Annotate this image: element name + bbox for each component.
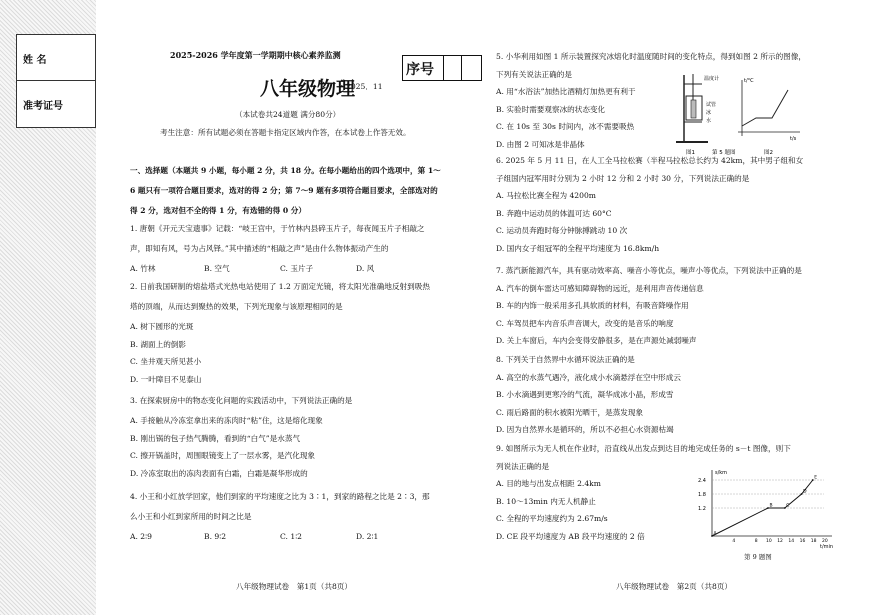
- option-choice: B. 刚出锅的包子热气腾腾，看到的“白气”是水蒸气: [130, 433, 301, 443]
- option-choice: D. 风: [356, 264, 375, 273]
- option-choice: C. 车驾员把车内音乐声音调大，改变的是音乐的响度: [496, 318, 674, 328]
- point-label: E: [814, 475, 818, 481]
- question-text: 列说法正确的是: [496, 461, 550, 471]
- subject-title: 八年级物理: [260, 78, 356, 100]
- question-text: 塔的顶端，从而达到聚热的效果，下列光现象与该原理相同的是: [130, 302, 343, 311]
- option-choice: C. 坐井观天所见甚小: [130, 357, 202, 366]
- option-choice: D. 冷冻室取出的冻肉表面有白霜，白霜是凝华形成的: [130, 468, 308, 478]
- label-ice: 冰: [706, 110, 712, 116]
- option-choice: D. 2∶1: [356, 532, 379, 541]
- x-tick-label: 10: [766, 539, 772, 544]
- x-tick-label: 12: [777, 539, 783, 544]
- student-info-box: [16, 34, 96, 128]
- option-choice: B. 9∶2: [204, 532, 227, 541]
- question-text: 子组国内冠军用时分别为 2 小时 12 分和 2 小时 30 分，下列说法正确的是: [496, 173, 750, 183]
- option-choice: C. 全程的平均速度约为 2.67m/s: [496, 514, 608, 523]
- exam-title: 2025-2026 学年度第一学期期中核心素养监测: [170, 50, 341, 60]
- option-choice: A. 竹林: [130, 264, 156, 273]
- section-heading-2: 6 题只有一项符合题目要求，选对的得 2 分；第 7～9 题有多项符合题目要求，全部选对的: [130, 186, 438, 195]
- option-choice: A. 高空的水蒸气遇冷，液化成小水滴悬浮在空中形成云: [496, 372, 681, 382]
- temperature-graph: [738, 80, 800, 136]
- option-choice: C. 运动员奔跑时每分钟脉搏跳动 10 次: [496, 226, 628, 235]
- option-choice: B. 实验时需要观察冰的状态变化: [496, 104, 606, 114]
- apparatus-diagram: [676, 74, 708, 142]
- option-choice: B. 空气: [204, 264, 230, 273]
- option-choice: D. 因为自然界水是循环的，所以不必担心水资源枯竭: [496, 425, 674, 434]
- question-text: 7. 蒸汽新能源汽车，具有驱动效率高、噪音小等优点，噪声小等优点，下列说法中正确的是: [496, 266, 802, 275]
- option-choice: A. 树下圆形的光斑: [130, 322, 194, 331]
- option-choice: D. 关上车窗后，车内会变得安静很多，是在声源处减弱噪声: [496, 336, 697, 345]
- section-heading-3: 得 2 分，选对但不全的得 1 分，有选错的得 0 分）: [130, 206, 306, 215]
- fig2-label: 图2: [764, 150, 773, 156]
- option-choice: C. 在 10s 至 30s 时间内，冰不需要吸热: [496, 122, 635, 131]
- question-text: 1. 唐朝《开元天宝遗事》记载：“岐王宫中，于竹林内县碎玉片子，每夜闻玉片子相敲之: [130, 224, 425, 233]
- question-text: 3. 在探索厨房中的物态变化问题的实践活动中，下列说法正确的是: [130, 396, 353, 405]
- x-tick-label: 20: [822, 539, 828, 544]
- axis-time: t/s: [790, 136, 797, 142]
- option-choice: B. 奔跑中运动员的体温可达 60°C: [496, 208, 612, 218]
- y-tick-label: 2.4: [698, 478, 706, 484]
- label-water: 水: [706, 118, 712, 124]
- option-choice: D. 国内女子组冠军的全程平均速度为 16.8km/h: [496, 243, 660, 253]
- option-choice: B. 小水滴遇到更寒冷的气流，凝华成冰小晶，形成雪: [496, 390, 674, 399]
- option-choice: D. CE 段平均速度为 AB 段平均速度的 2 倍: [496, 531, 645, 541]
- y-tick-label: 1.2: [698, 506, 706, 512]
- name-field[interactable]: 姓 名: [17, 35, 95, 81]
- exam-id-field[interactable]: 准考证号: [23, 101, 63, 112]
- section-heading: 一、选择题（本题共 9 小题，每小题 2 分，共 18 分。在每小题给出的四个选项中，第 1～: [130, 166, 441, 175]
- q5-figure: [672, 70, 822, 158]
- option-choice: A. 2∶9: [130, 532, 152, 541]
- option-choice: A. 汽车的倒车雷达可感知障碍物的远近，是利用声音传递信息: [496, 283, 704, 293]
- x-tick-label: 16: [799, 539, 806, 544]
- question-text: 么小王和小红到家所用的时间之比是: [130, 512, 252, 521]
- axis-temp: t/°C: [744, 78, 754, 84]
- x-tick-label: 8: [754, 539, 758, 544]
- point-label: A: [713, 531, 717, 537]
- exam-date: 2025．11: [346, 82, 383, 91]
- x-tick-label: 14: [788, 539, 795, 544]
- label-thermometer: 温度计: [704, 76, 720, 82]
- option-choice: D. 一叶障目不见泰山: [130, 374, 202, 384]
- option-choice: A. 手接触从冷冻室拿出来的冻肉时“粘”住，这是熔化现象: [130, 416, 323, 425]
- option-choice: A. 目的地与出发点相距 2.4km: [496, 479, 601, 488]
- option-choice: B. 10～13min 内无人机静止: [496, 496, 596, 506]
- seq-label: 序号: [406, 62, 434, 78]
- y-tick-label: 1.8: [698, 492, 706, 498]
- footer-left: 八年级物理试卷 第1页（共8页）: [236, 582, 352, 591]
- question-text: 9. 如图所示为无人机在作业时，沿直线从出发点到达目的地完成任务的 s－t 图像，则下: [496, 444, 791, 453]
- option-choice: A. 用“水浴法”加热比酒精灯加热更有利于: [496, 87, 636, 96]
- option-choice: C. 玉片子: [280, 264, 314, 273]
- option-choice: C. 1∶2: [280, 532, 303, 541]
- x-tick-label: 18: [810, 539, 817, 544]
- fig9-caption: 第 9 题图: [744, 553, 772, 561]
- question-text: 4. 小王和小红放学回家，他们到家的平均速度之比为 3∶1，到家的路程之比是 2∶3，那: [130, 492, 430, 501]
- option-choice: D. 由图 2 可知冰是非晶体: [496, 139, 585, 149]
- fig1-label: 图1: [686, 150, 695, 156]
- question-text: 2. 日前我国研制的熔盐塔式光热电站使用了 1.2 万面定光镜，将太阳光准确地反射到吸热: [130, 282, 430, 291]
- question-text: 6. 2025 年 5 月 11 日，在人工全马拉松赛（半程马拉松总长约为 42km，其中男子组和女: [496, 156, 804, 165]
- option-choice: B. 湖面上的倒影: [130, 339, 186, 349]
- x-axis-label: t/min: [820, 544, 834, 550]
- q9-st-chart: [698, 466, 838, 550]
- x-tick-label: 4: [732, 539, 736, 544]
- point-label: D: [803, 489, 807, 495]
- y-axis-label: s/km: [715, 470, 728, 476]
- question-text: 8. 下列关于自然界中水循环说法正确的是: [496, 355, 635, 364]
- exam-notice: 考生注意：所有试题必须在答题卡指定区域内作答，在本试卷上作答无效。: [160, 128, 411, 137]
- point-label: B: [769, 503, 773, 509]
- question-text: 5. 小华利用如图 1 所示装置探究冰熔化时温度随时间的变化特点，得到如图 2 所示的图像，: [496, 52, 806, 61]
- point-label: C: [786, 503, 790, 509]
- question-text: 声，即知有风，号为占风铎。”其中描述的“相敲之声”是由什么物体振动产生的: [130, 244, 389, 253]
- option-choice: B. 车的内饰一般采用多孔具软质的材料，有吸音降噪作用: [496, 301, 689, 310]
- fig5-caption: 第 5 题图: [712, 150, 736, 156]
- option-choice: C. 擦开锅盖时，周围眼镜变上了一层水雾，是汽化现象: [130, 451, 316, 460]
- footer-right: 八年级物理试卷 第2页（共8页）: [616, 582, 732, 591]
- question-text: 下列有关说法正确的是: [496, 69, 572, 79]
- option-choice: C. 雨后路面的积水被阳光晒干，是蒸发现象: [496, 407, 644, 417]
- option-choice: A. 马拉松比赛全程为 4200m: [496, 191, 597, 200]
- label-tube: 试管: [706, 102, 717, 108]
- exam-info: （本试卷共24道题 满分80分）: [235, 110, 341, 119]
- seq-box[interactable]: [402, 55, 482, 81]
